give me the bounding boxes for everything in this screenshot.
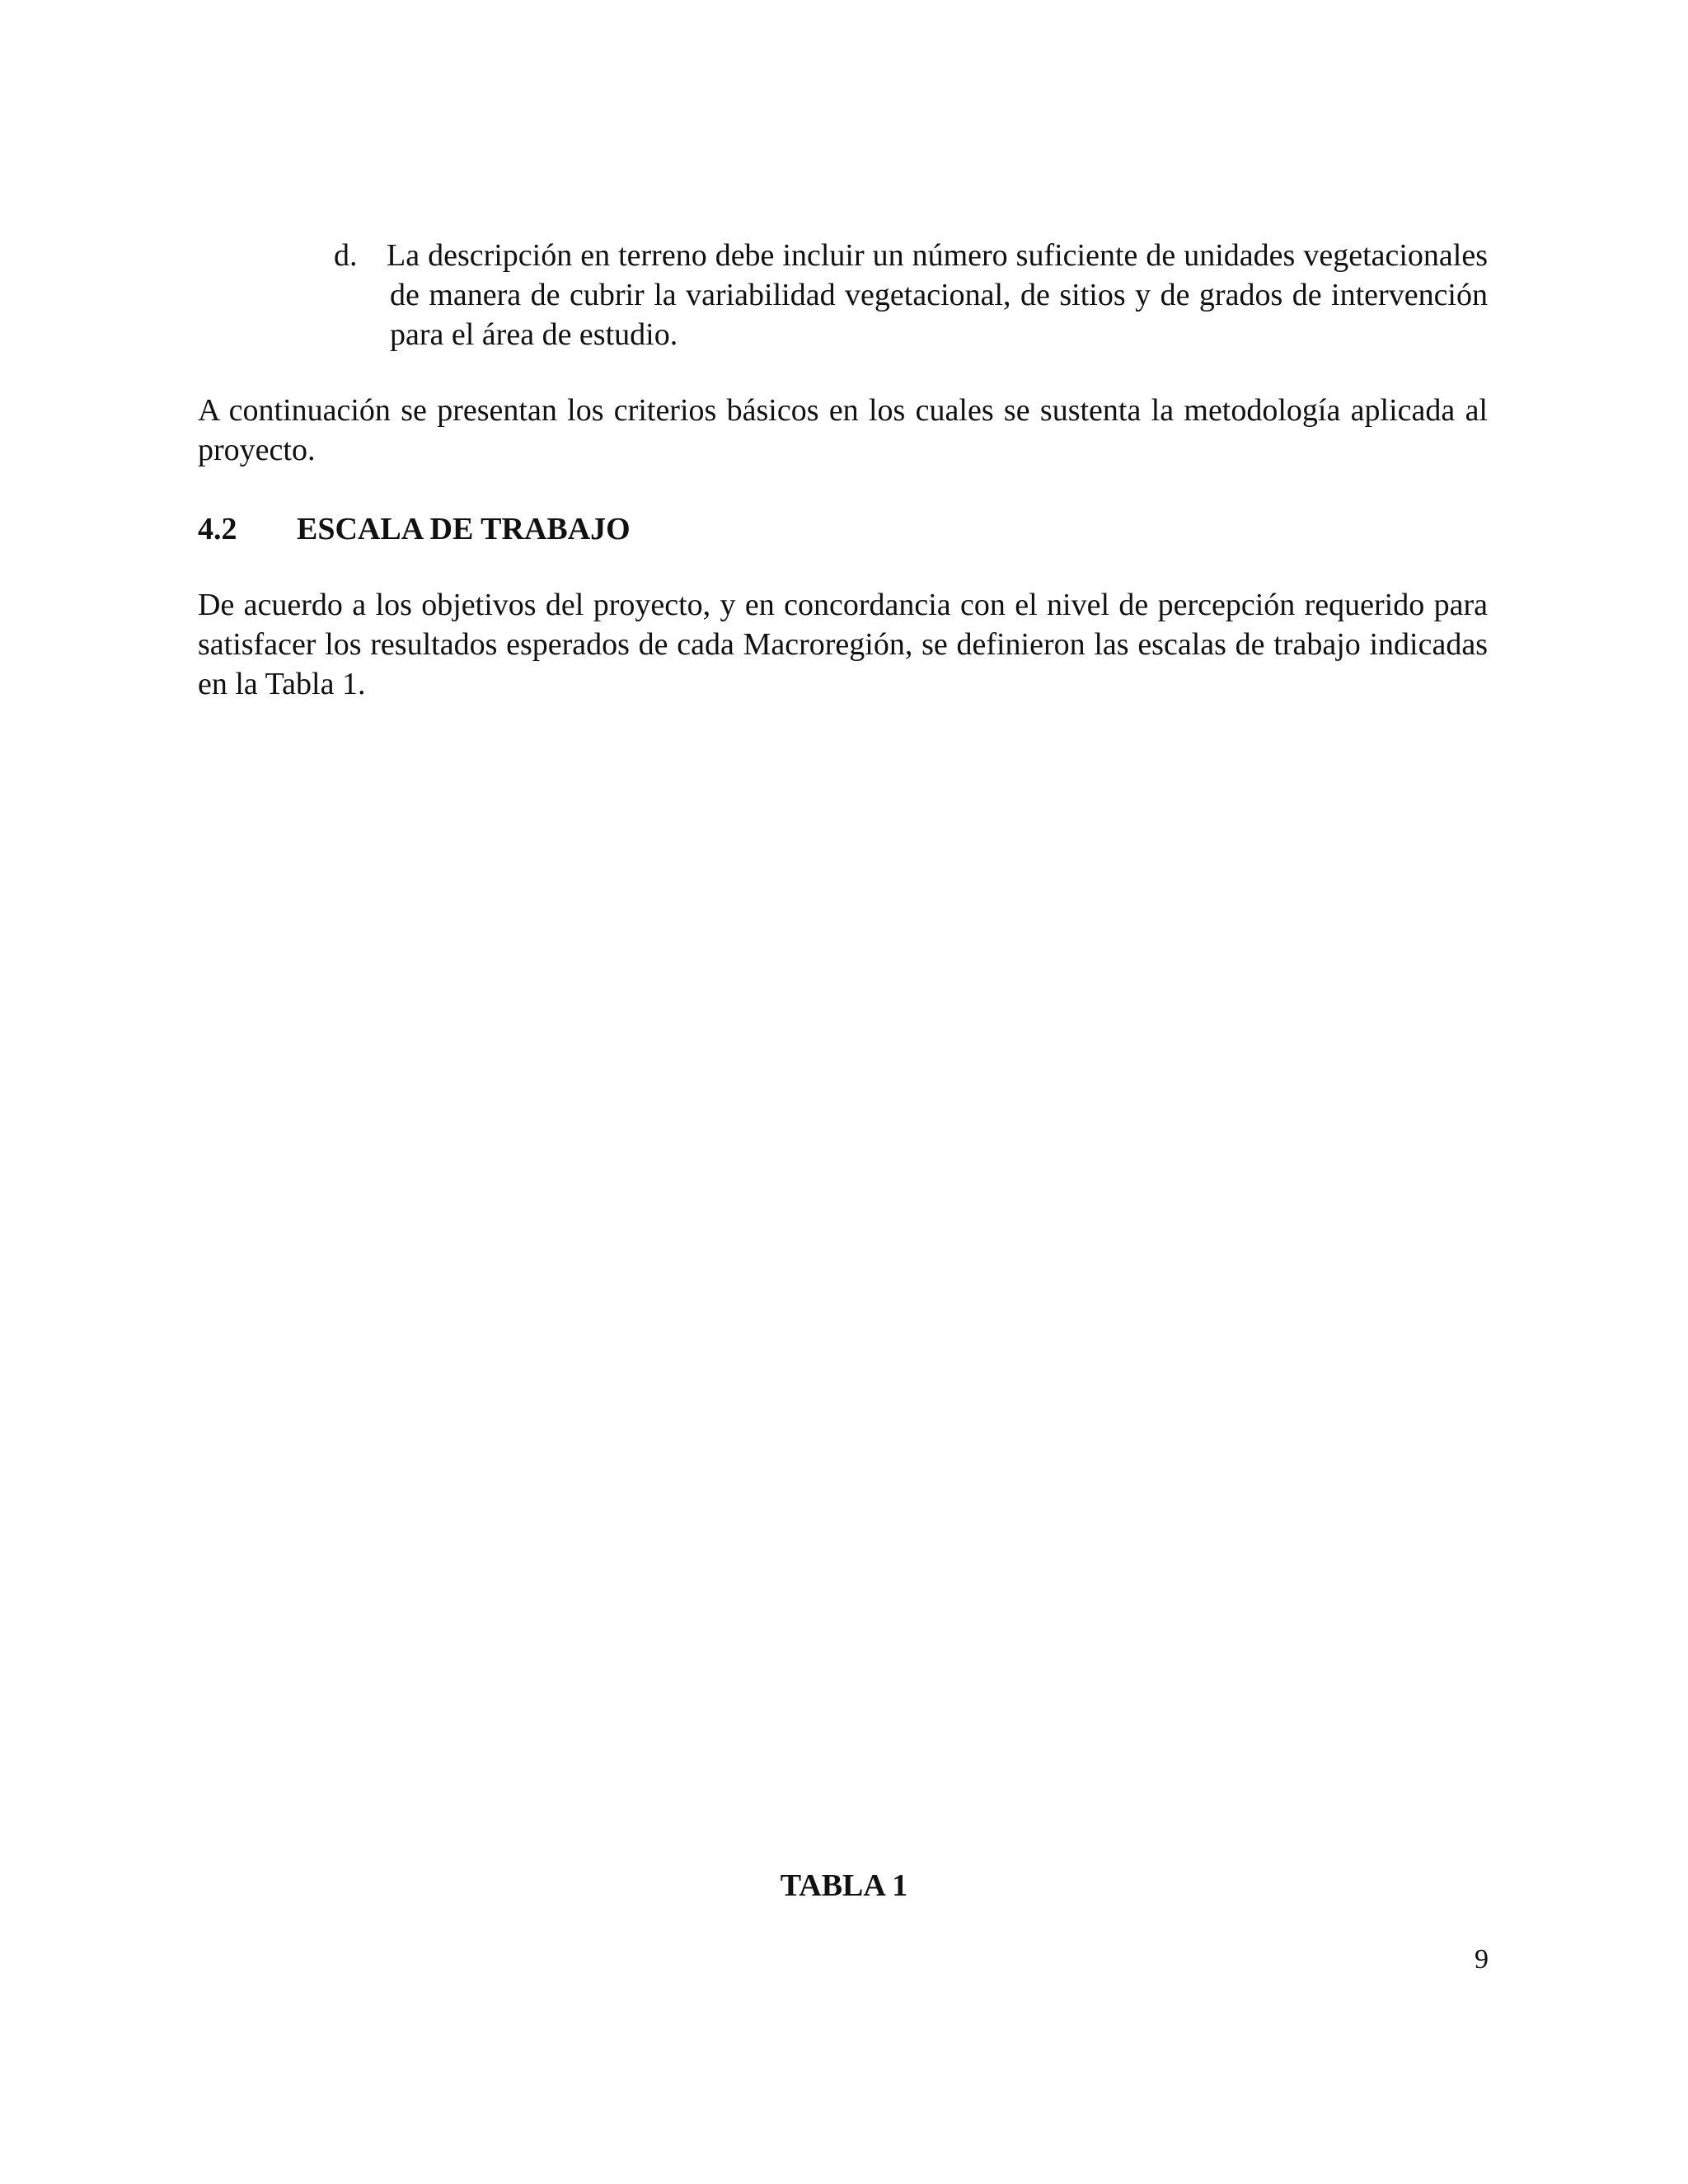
- page-number: 9: [1475, 1944, 1489, 1975]
- list-item-text: La descripción en terreno debe incluir un número suficiente de unidades vegetacionales de manera de cubrir la variabilidad vegetacional, de sitios y de grados de intervención para el área de estudio.: [387, 238, 1488, 352]
- section-heading: [198, 509, 631, 549]
- paragraph-scales: De acuerdo a los objetivos del proyecto, y en concordancia con el nivel de percepción requerido para satisfacer los resultados esperados de cada Macroregión, se definieron las escalas de trabajo indicadas en la Tabla 1.: [198, 588, 1488, 701]
- section-title: ESCALA DE TRABAJO: [297, 512, 631, 546]
- paragraph-criteria-intro: A continuación se presentan los criterios básicos en los cuales se sustenta la metodología aplicada al proyecto.: [198, 393, 1488, 467]
- section-number: 4.2: [198, 512, 237, 546]
- list-item-d: [334, 236, 1488, 354]
- list-marker: d.: [334, 238, 358, 273]
- table-caption: TABLA 1: [780, 1868, 908, 1903]
